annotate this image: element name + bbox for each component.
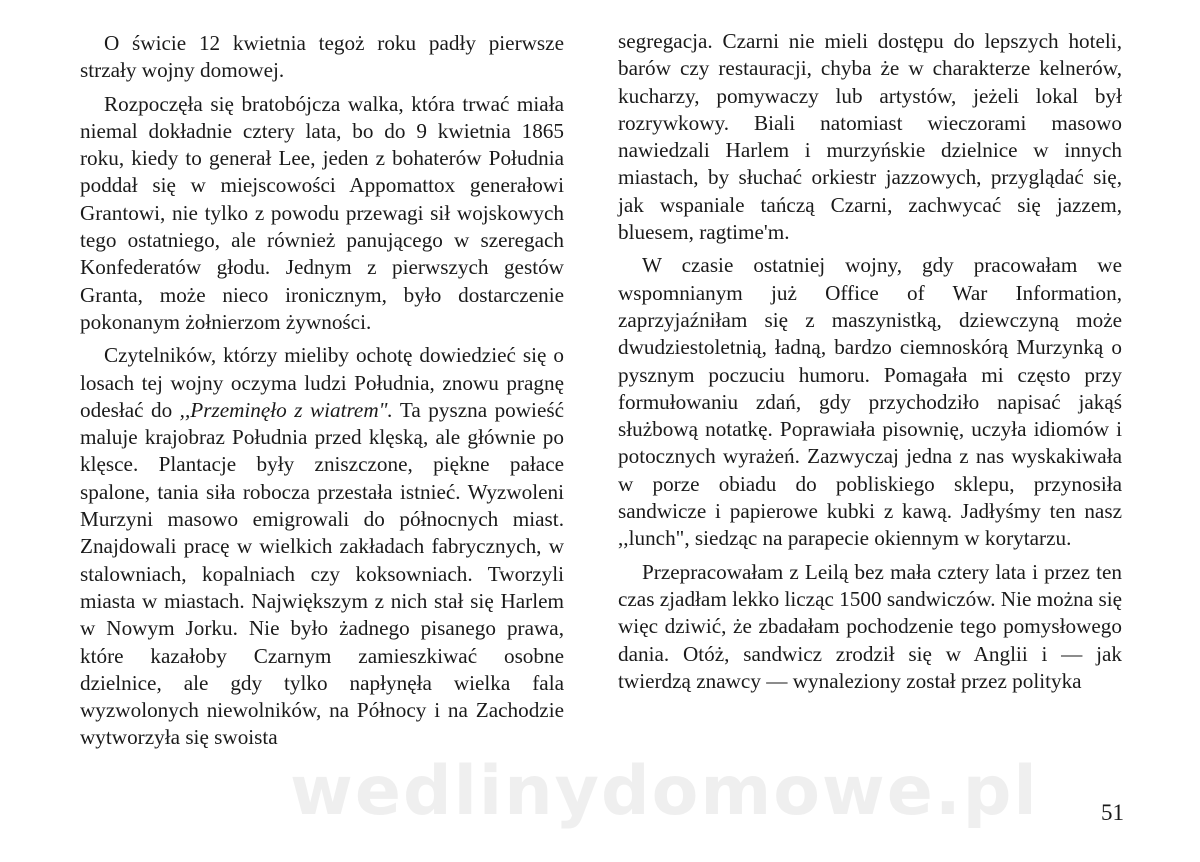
paragraph-sandwich: Przepracowałam z Leilą bez mała cztery lata i przez ten czas zjadłam lekko licząc 1500 sandwiczów. Nie można się więc dziwić, że zbadałam pochodzenie tego pomysłowego dania. Otóż, sandwicz zrodził się w Anglii i — jak twierdzą znawcy — wynaleziony został przez polityka: [618, 559, 1122, 693]
paragraph-civil-war: Rozpoczęła się bratobójcza walka, która trwać miała niemal dokładnie cztery lata, bo do 9 kwietnia 1865 roku, kiedy to generał Lee, jeden z bohaterów Południa poddał się w miejscowości Appomattox generałowi Grantowi, nie tylko z powodu przewagi sił wojskowych tego ostatniego, ale również panującego w szeregach Konfederatów głodu. Jednym z pierwszych gestów Granta, może nieco ironicznym, było dostarczenie pokonanym żołnierzom żywności.: [80, 91, 564, 334]
paragraph-office-of-war: W czasie ostatniej wojny, gdy pracowałam we wspomnianym już Office of War Information, zaprzyjaźniłam się z maszynistką, dziewczyną może dwudziestoletnią, ładną, bardzo ciemnoskórą Murzynką o pysznym poczuciu humoru. Pomagała mi często przy formułowaniu zdań, gdy przychodziło napisać jakąś służbową notatkę. Poprawiała pisownię, uczyła idiomów i potocznych wyrażeń. Zazwyczaj jedna z nas wyskakiwała w porze obiadu do pobliskiego sklepu, przynosiła sandwicze i papierowe kubki z kawą. Jadłyśmy ten nasz ,,lunch", siedząc na parapecie okiennym w korytarzu.: [618, 253, 1122, 551]
paragraph-readers: [80, 342, 564, 751]
paragraph-war-start: O świcie 12 kwietnia tegoż roku padły pierwsze strzały wojny domowej.: [80, 31, 564, 83]
book-title: ,,Przeminęło z wiatrem".: [179, 397, 393, 422]
right-column: [618, 28, 1122, 701]
left-column: [80, 30, 564, 758]
paragraph-readers-body: Ta pyszna powieść maluje krajobraz Południa przed klęską, ale głównie po klęsce. Plantacje były zniszczone, piękne pałace spalone, tania siła robocza przestała istnieć. Wyzwoleni Murzyni masowo emigrowali do północnych miast. Znajdowali pracę w wielkich zakładach fabrycznych, w stalowniach, kopalniach czy koksowniach. Tworzyli miasta w miastach. Największym z nich stał się Harlem w Nowym Jorku. Nie było żadnego pisanego prawa, które kazałoby Czarnym zamieszkiwać osobne dzielnice, ale gdy tylko napłynęła wielka fala wyzwolonych niewolników, na Północy i na Zachodzie wytworzyła się swoista: [80, 397, 564, 750]
page-number: 51: [1101, 800, 1124, 825]
paragraph-readers-intro: Czytelników, którzy mieliby ochotę dowiedzieć się o losach tej wojny oczyma ludzi Południa, znowu pragnę odesłać do: [80, 343, 564, 422]
paragraph-segregation: segregacja. Czarni nie mieli dostępu do lepszych hoteli, barów czy restauracji, chyba że w charakterze kelnerów, kucharzy, pomywaczy lub artystów, jeżeli lokal był rozrywkowy. Biali natomiast wieczorami masowo nawiedzali Harlem i murzyńskie dzielnice w innych miastach, by słuchać orkiestr jazzowych, przyglądać się, jak wspaniale tańczą Czarni, zachwycać się jazzem, bluesem, ragtime'm.: [618, 29, 1122, 245]
watermark: wedlinydomowe.pl: [290, 752, 1039, 831]
